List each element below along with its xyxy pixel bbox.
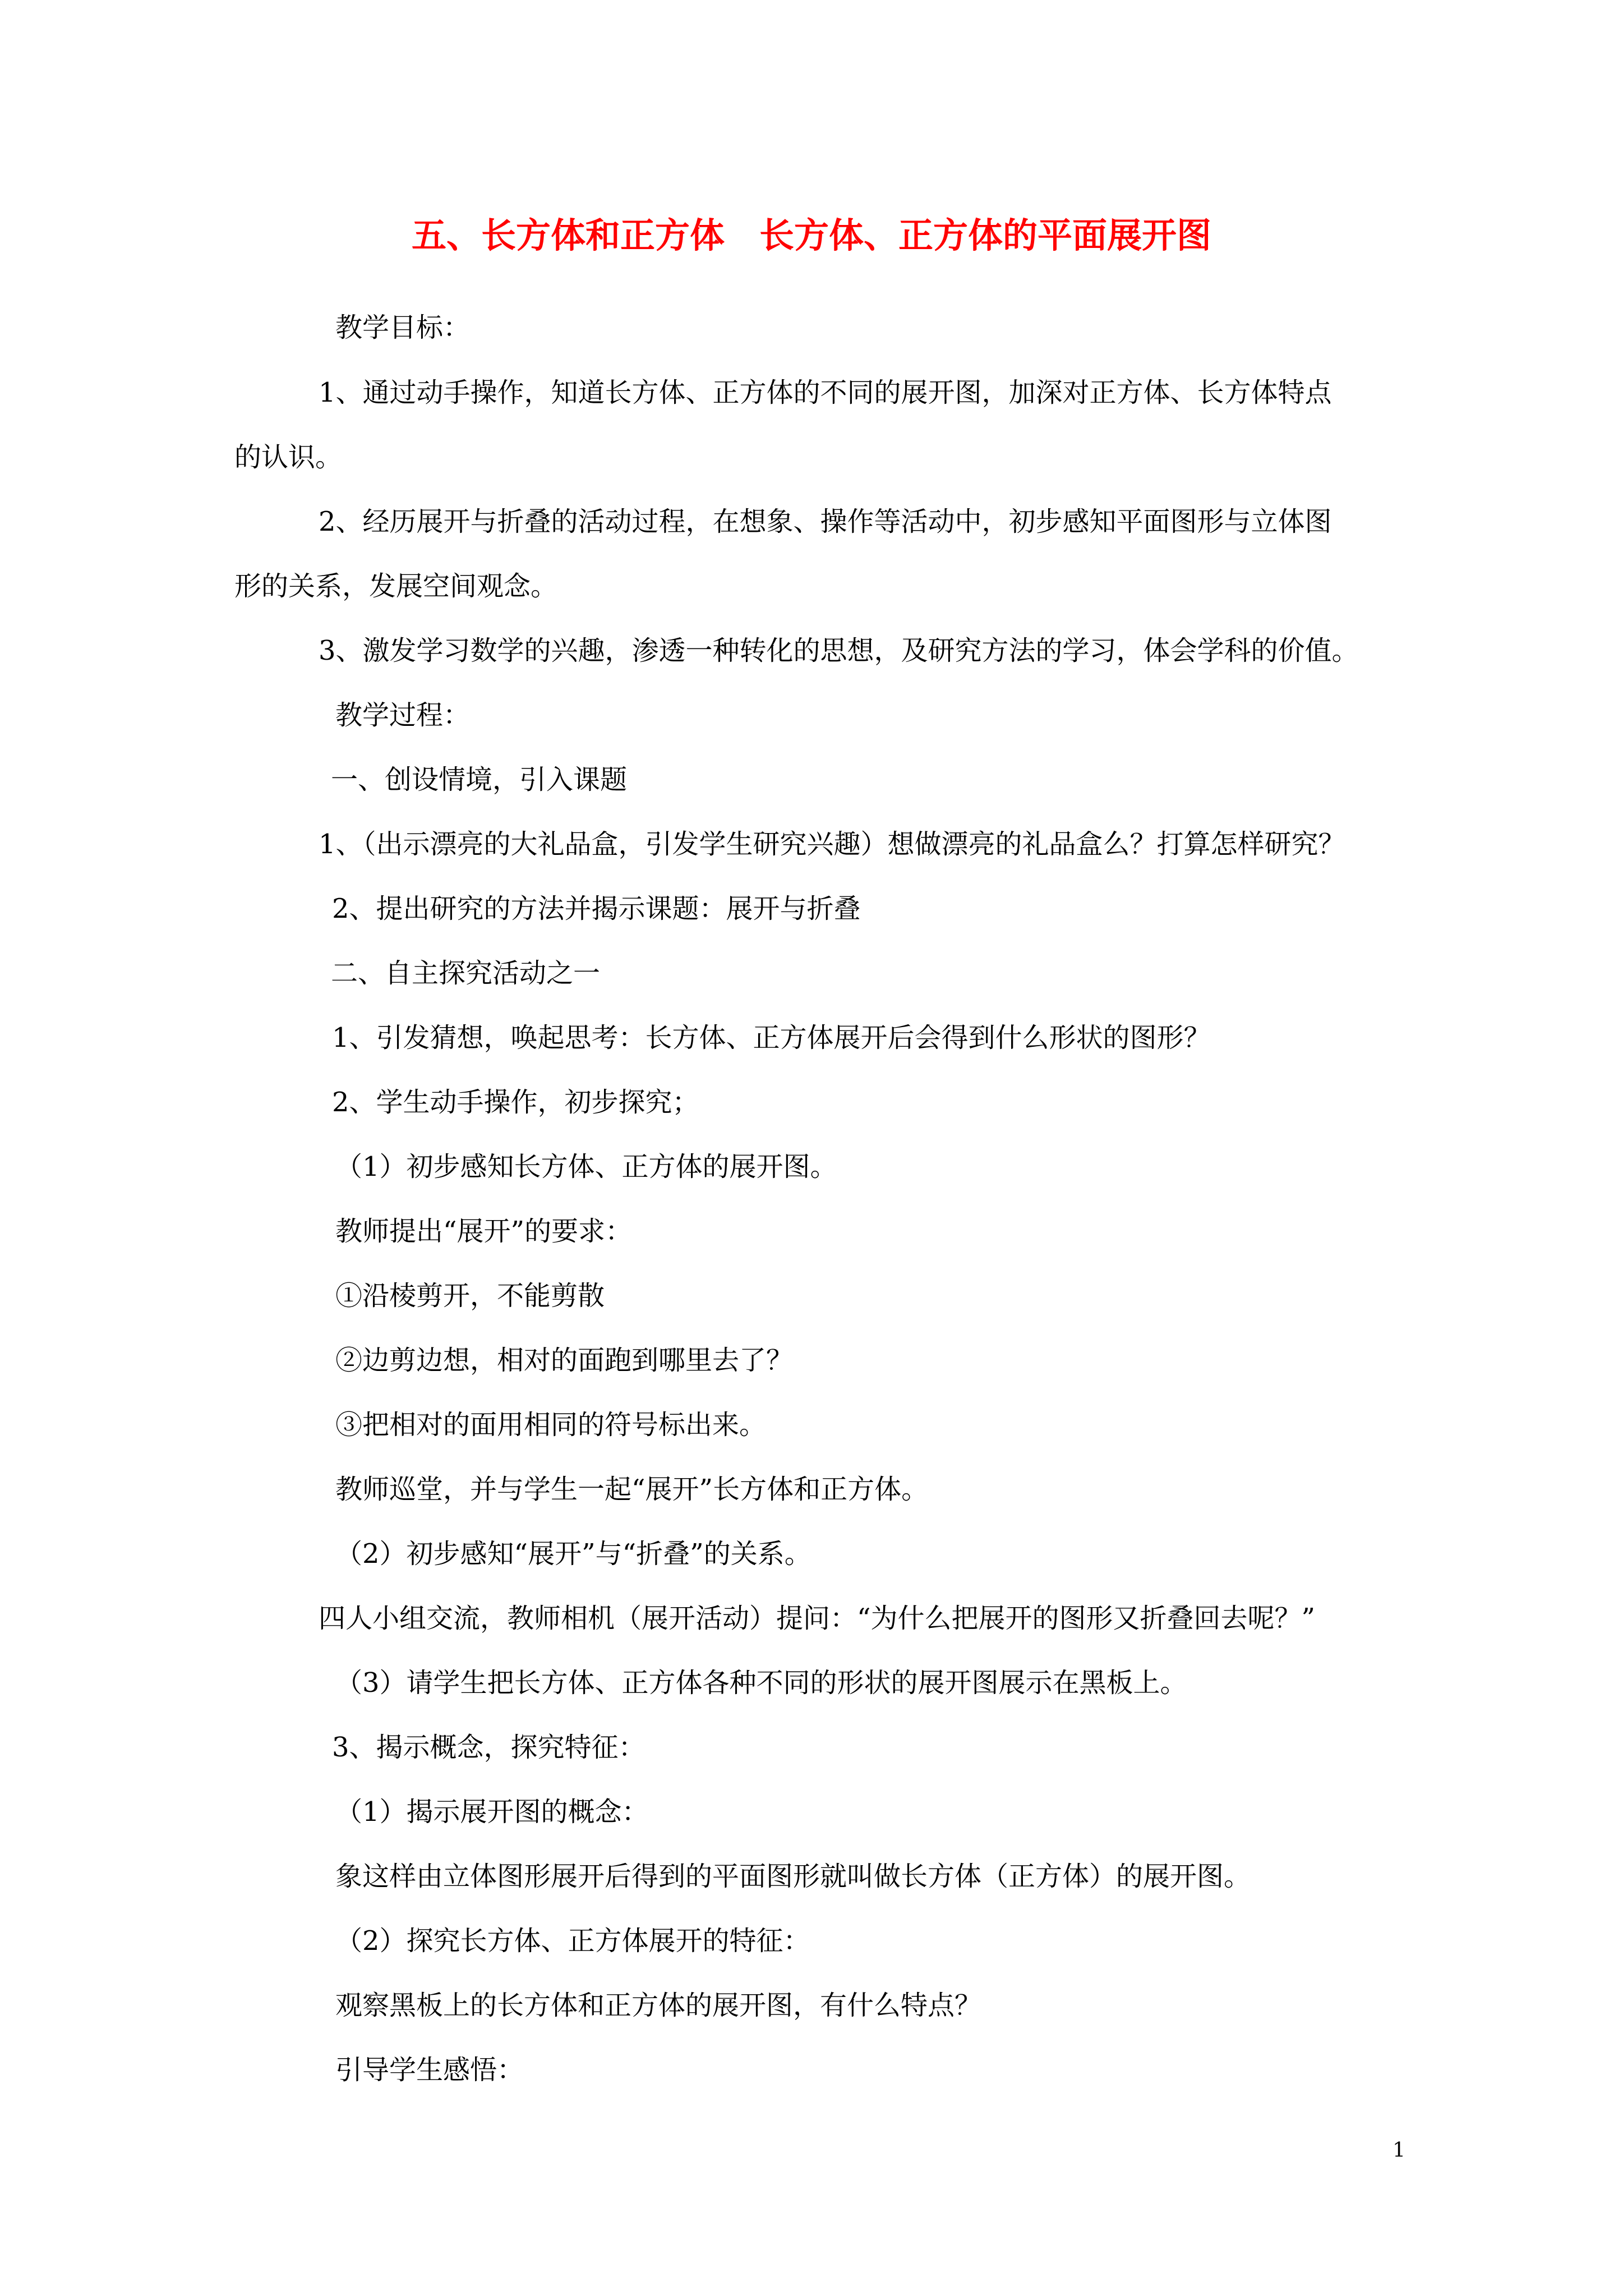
text-line: 教师提出“展开”的要求： [335, 1216, 633, 1247]
text-line: 形的关系，发展空间观念。 [234, 570, 558, 602]
text-line: 1、（出示漂亮的大礼品盒，引发学生研究兴趣）想做漂亮的礼品盒么？打算怎样研究？ [319, 829, 1345, 860]
text-line: （2）初步感知“展开”与“折叠”的关系。 [335, 1538, 811, 1570]
text-line: （2）探究长方体、正方体展开的特征： [335, 1925, 810, 1957]
text-line: （1）揭示展开图的概念： [335, 1796, 649, 1828]
text-line: 象这样由立体图形展开后得到的平面图形就叫做长方体（正方体）的展开图。 [335, 1861, 1251, 1892]
text-line: 2、经历展开与折叠的活动过程，在想象、操作等活动中，初步感知平面图形与立体图 [319, 506, 1332, 537]
text-line: 教师巡堂，并与学生一起“展开”长方体和正方体。 [335, 1474, 929, 1505]
text-line: 一、创设情境，引入课题 [331, 764, 628, 795]
text-line: 观察黑板上的长方体和正方体的展开图，有什么特点？ [335, 1990, 982, 2021]
text-line: （3）请学生把长方体、正方体各种不同的形状的展开图展示在黑板上。 [335, 1667, 1187, 1699]
text-line: 教学过程： [335, 700, 471, 731]
text-line: 2、学生动手操作，初步探究； [332, 1087, 699, 1118]
text-line: ②边剪边想，相对的面跑到哪里去了？ [335, 1345, 794, 1376]
text-line: ①沿棱剪开，不能剪散 [335, 1280, 605, 1312]
text-line: 四人小组交流，教师相机（展开活动）提问：“为什么把展开的图形又折叠回去呢？” [319, 1603, 1316, 1634]
page-number: 1 [1393, 2139, 1405, 2162]
text-line: 3、揭示概念，探究特征： [332, 1732, 645, 1763]
document-title: 五、长方体和正方体 长方体、正方体的平面展开图 [411, 215, 1211, 256]
text-line: 1、通过动手操作，知道长方体、正方体的不同的展开图，加深对正方体、长方体特点 [319, 377, 1332, 408]
text-line: 2、提出研究的方法并揭示课题：展开与折叠 [332, 893, 861, 924]
text-line: 二、自主探究活动之一 [331, 958, 601, 989]
text-line: 3、激发学习数学的兴趣，渗透一种转化的思想，及研究方法的学习，体会学科的价值。 [319, 635, 1359, 666]
text-line: ③把相对的面用相同的符号标出来。 [335, 1409, 767, 1441]
text-line: 教学目标： [335, 312, 471, 343]
text-line: 引导学生感悟： [335, 2054, 524, 2086]
text-line: 的认识。 [234, 441, 343, 473]
text-line: （1）初步感知长方体、正方体的展开图。 [335, 1151, 837, 1182]
text-line: 1、引发猜想，唤起思考：长方体、正方体展开后会得到什么形状的图形？ [332, 1022, 1211, 1053]
